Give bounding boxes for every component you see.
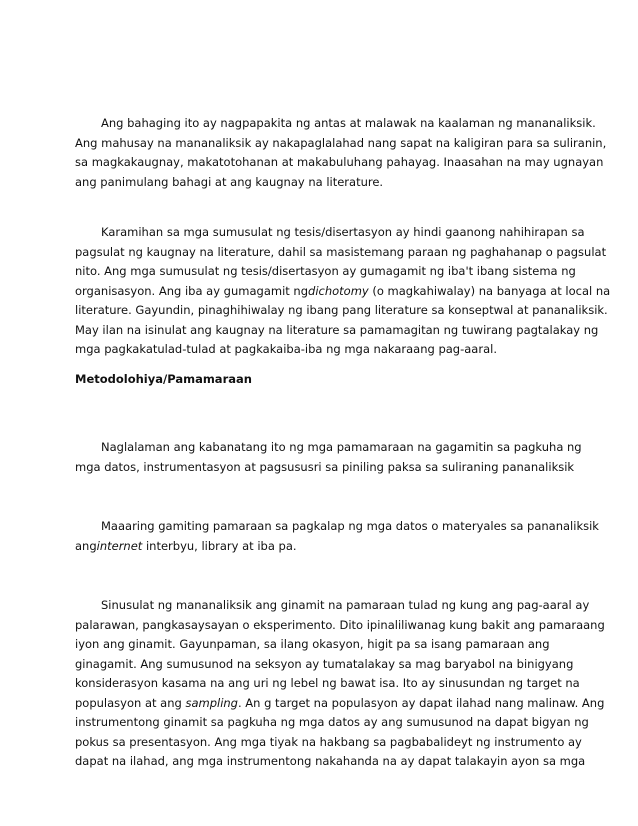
text-line: konsiderasyon kasama na ang uri ng lebel ng bawat isa. Ito ay sinusundan ng target na [75, 676, 580, 690]
text-line [75, 694, 605, 714]
text-line: instrumentong ginamit sa pagkuha ng mga datos ay ang sumusunod na dapat bigyan ng [75, 715, 589, 729]
paragraph-intro [75, 114, 607, 192]
text-fragment: . An g target na populasyon ay dapat ilahad nang malinaw. Ang [237, 695, 605, 710]
text-line: Ang bahaging ito ay nagpapakita ng antas at malawak na kaalaman ng mananaliksik. [101, 116, 596, 130]
paragraph-method-intro [75, 438, 582, 477]
text-line: ang panimulang bahagi at ang kaugnay na literature. [75, 174, 384, 189]
text-line [75, 282, 611, 302]
text-line: pagsulat ng kaugnay na literature, dahil sa masistemang paraan ng paghahanap o pagsulat [75, 244, 607, 259]
section-heading: Metodolohiya/Pamamaraan [75, 372, 252, 386]
italic-term: internet [96, 538, 143, 553]
text-fragment: ang [75, 538, 97, 553]
text-line: dapat na ilahad, ang mga instrumentong nakahanda na ay dapat talakayin ayon sa mga [75, 754, 586, 768]
text-line: ginagamit. Ang sumusunod na seksyon ay tumatalakay sa mag baryabol na binigyang [75, 656, 574, 671]
text-fragment: (o magkahiwalay) na banyaga at local na [368, 283, 611, 298]
text-line: iyon ang ginamit. Gayunpaman, sa ilang okasyon, higit pa sa isang pamaraan ang [75, 637, 550, 651]
paragraph-data-gathering [75, 517, 599, 556]
paragraph-method-details [75, 596, 605, 772]
text-line: mga datos, instrumentasyon at pagsususri sa piniling paksa sa suliraning pananaliksik [75, 459, 575, 474]
text-line: Maaaring gamiting pamaraan sa pagkalap ng mga datos o materyales sa pananaliksik [101, 519, 599, 533]
text-line: mga pagkakatulad-tulad at pagkakaiba-iba ng mga nakaraang pag-aaral. [75, 342, 497, 356]
italic-term: sampling [185, 695, 238, 710]
text-fragment: interbyu, library at iba pa. [142, 538, 297, 553]
paragraph-literature [75, 223, 611, 360]
text-line: literature. Gayundin, pinaghihiwalay ng ibang pang literature sa konseptwal at pananaliksik. [75, 303, 608, 317]
text-line [75, 537, 575, 557]
text-line: Ang mahusay na mananaliksik ay nakapaglalahad nang sapat na kaligiran para sa suliranin, [75, 135, 607, 150]
text-line: May ilan na isinulat ang kaugnay na literature sa pamamagitan ng tuwirang pagtalakay ng [75, 322, 599, 337]
italic-term: dichotomy [308, 283, 369, 298]
text-line: Karamihan sa mga sumusulat ng tesis/disertasyon ay hindi gaanong nahihirapan sa [101, 225, 585, 239]
text-line: Naglalaman ang kabanatang ito ng mga pamamaraan na gagamitin sa pagkuha ng [101, 440, 582, 454]
text-line: pokus sa presentasyon. Ang mga tiyak na hakbang sa pagbabalideyt ng instrumento ay [75, 734, 582, 749]
text-line: Sinusulat ng mananaliksik ang ginamit na pamaraan tulad ng kung ang pag-aaral ay [101, 598, 590, 612]
text-line: palarawan, pangkasaysayan o eksperimento. Dito ipinaliliwanag kung bakit ang pamaraang [75, 617, 605, 632]
text-line: sa magkakaugnay, makatotohanan at makabuluhang pahayag. Inaasahan na may ugnayan [75, 155, 604, 169]
text-line: nito. Ang mga sumusulat ng tesis/disertasyon ay gumagamit ng iba't ibang sistema ng [75, 264, 576, 278]
text-fragment: organisasyon. Ang iba ay gumagamit ng [75, 283, 309, 298]
text-fragment: populasyon at ang [75, 695, 186, 710]
